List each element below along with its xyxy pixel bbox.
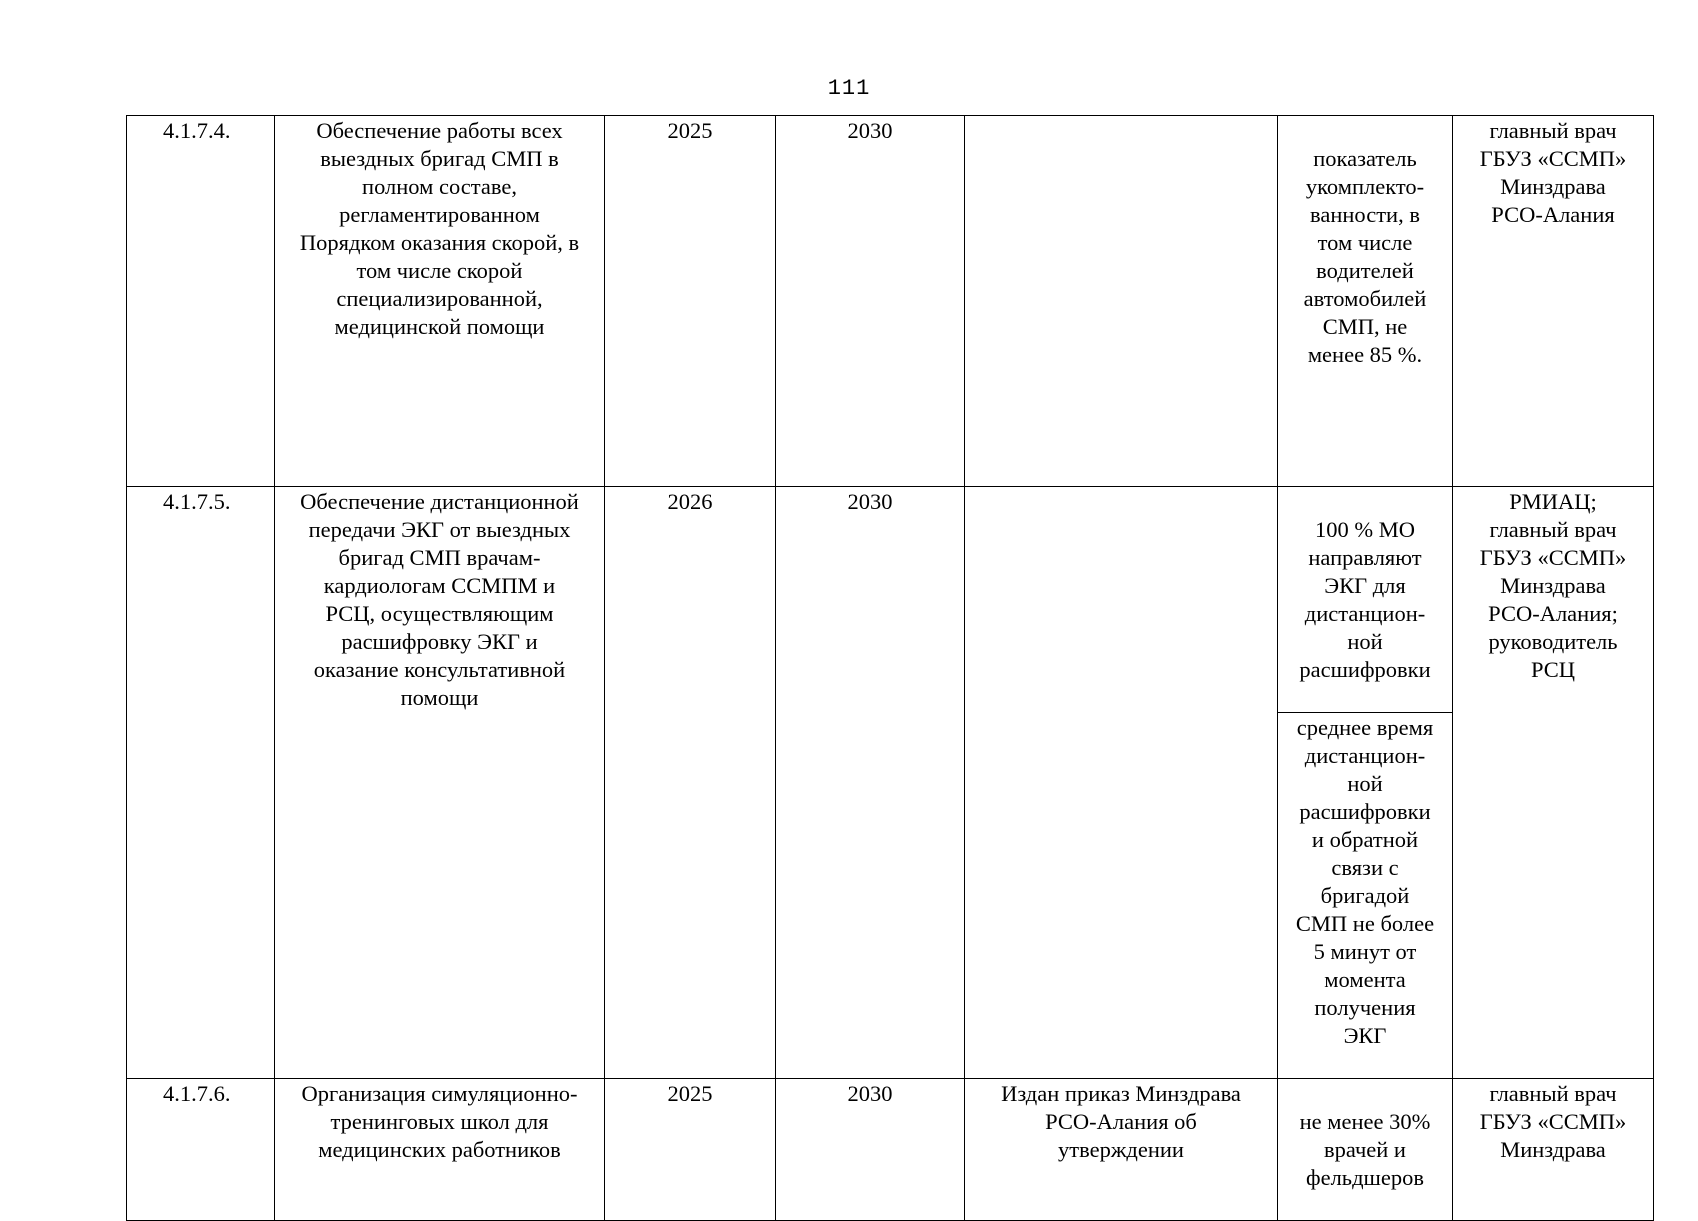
indicator-text: не менее 30% врачей и фельдшеров xyxy=(1299,1109,1431,1190)
end-year-cell: 2030 xyxy=(776,116,965,487)
page-number: 111 xyxy=(827,76,871,101)
measures-table xyxy=(126,115,1654,1221)
end-year-cell: 2030 xyxy=(776,1079,965,1221)
responsible-cell: главный врач ГБУЗ «ССМП» Минздрава РСО-Алания xyxy=(1453,116,1654,487)
responsible-cell: главный врач ГБУЗ «ССМП» Минздрава xyxy=(1453,1079,1654,1221)
action-cell: Организация симуляционно- тренинговых школ для медицинских работников xyxy=(275,1079,605,1221)
table-row xyxy=(127,487,1654,1079)
responsible-cell: РМИАЦ; главный врач ГБУЗ «ССМП» Минздрава РСО-Алания; руководитель РСЦ xyxy=(1453,487,1654,1079)
indicator-text: среднее время дистанцион- ной расшифровки и обратной связи с бригадой СМП не более 5 минут от момента получения ЭКГ xyxy=(1278,712,1452,1050)
table-row xyxy=(127,1079,1654,1221)
indicator-text: 100 % МО направляют ЭКГ для дистанцион- ной расшифровки xyxy=(1299,517,1431,682)
indicator-cell xyxy=(1278,1079,1453,1221)
result-cell: Издан приказ Минздрава РСО-Алания об утверждении xyxy=(965,1079,1278,1221)
action-cell: Обеспечение работы всех выездных бригад СМП в полном составе, регламентированном Порядком оказания скорой, в том числе скорой специализированной, медицинской помощи xyxy=(275,116,605,487)
table-row xyxy=(127,116,1654,487)
row-number: 4.1.7.6. xyxy=(127,1079,275,1221)
indicator-cell xyxy=(1278,487,1453,1079)
start-year-cell: 2025 xyxy=(605,1079,776,1221)
action-cell: Обеспечение дистанционной передачи ЭКГ от выездных бригад СМП врачам- кардиологам ССМПМ и РСЦ, осуществляющим расшифровку ЭКГ и оказание консультативной помощи xyxy=(275,487,605,1079)
end-year-cell: 2030 xyxy=(776,487,965,1079)
indicator-cell xyxy=(1278,116,1453,487)
row-number: 4.1.7.4. xyxy=(127,116,275,487)
start-year-cell: 2025 xyxy=(605,116,776,487)
row-number: 4.1.7.5. xyxy=(127,487,275,1079)
start-year-cell: 2026 xyxy=(605,487,776,1079)
indicator-text: показатель укомплекто- ванности, в том числе водителей автомобилей СМП, не менее 85 %. xyxy=(1303,146,1427,367)
result-cell xyxy=(965,116,1278,487)
result-cell xyxy=(965,487,1278,1079)
